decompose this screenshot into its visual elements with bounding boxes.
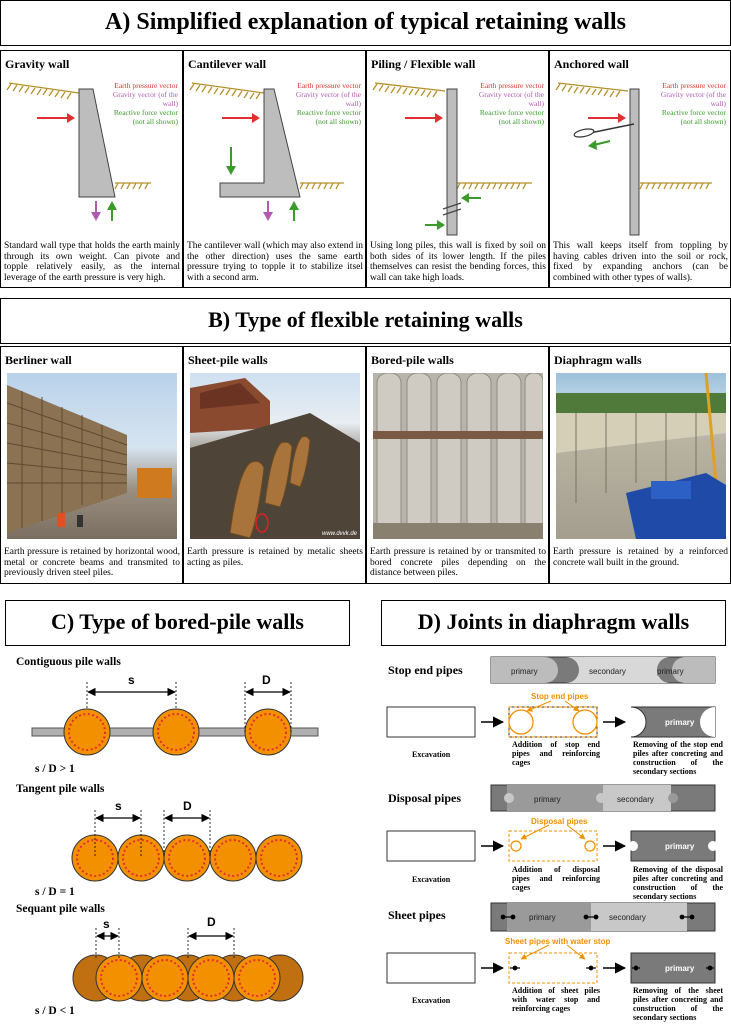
excavation-caption: Excavation [412, 750, 451, 759]
secondary-text: secondary [609, 913, 646, 922]
force-legend: Earth pressure vector Gravity vector (of the wall) Reactive force vector (not all shown) [478, 81, 544, 126]
secondary-text: secondary [589, 667, 626, 676]
earth-pressure-arrow [588, 113, 626, 123]
earth-pressure-arrow [222, 113, 260, 123]
anchor-body [573, 127, 594, 138]
contiguous-piles [32, 673, 318, 755]
anchored-wall-panel [549, 50, 731, 288]
berliner-wall-photo [7, 373, 177, 539]
gravity-wall-shape [79, 89, 115, 197]
force-legend: Earth pressure vector Gravity vector (of the wall) Reactive force vector (not all shown) [112, 81, 178, 126]
panel-title: Bored-pile walls [371, 353, 454, 367]
addition-caption: Addition of stop end pipes and reinforcing cages [512, 740, 600, 767]
sheet-strip [491, 903, 715, 931]
gravity-wall-diagram [1, 51, 184, 241]
primary-text: primary [665, 964, 695, 973]
sheet-pile-panel [183, 346, 366, 584]
cantilever-wall-panel [183, 50, 366, 288]
pile-walls-diagram [0, 620, 360, 1020]
panel-title: Diaphragm walls [554, 353, 642, 367]
stop-end-label: Stop end pipes [388, 663, 463, 677]
tangent-ratio: s / D = 1 [35, 886, 75, 898]
tangent-piles [72, 799, 302, 881]
earth-pressure-arrow [37, 113, 75, 123]
s-label: s [115, 799, 122, 813]
section-c-title: C) Type of bored-pile walls [50, 609, 304, 634]
section-d-header [381, 600, 726, 646]
bored-pile-panel [366, 346, 549, 584]
cantilever-wall-shape [220, 89, 300, 197]
addition-box [509, 831, 597, 861]
sheet-pile-photo [190, 373, 360, 539]
primary-text: primary [534, 795, 561, 804]
diaphragm-panel [549, 346, 731, 584]
reactive-arrow-top [461, 193, 481, 203]
panel-title: Sheet-pile walls [188, 353, 268, 367]
callout-text: Disposal pipes [531, 817, 588, 826]
section-b-header [0, 298, 731, 344]
force-legend: Earth pressure vector Gravity vector (of the wall) Reactive force vector (not all shown) [295, 81, 361, 126]
excavation-caption: Excavation [412, 996, 451, 1005]
excavation-box [387, 831, 475, 861]
gravity-arrow [91, 201, 101, 221]
reactive-arrow-bottom [425, 220, 445, 230]
d-label: D [262, 673, 271, 687]
addition-caption: Addition of sheet piles with water stop and reinforcing cages [512, 986, 600, 1013]
gravity-wall-panel [0, 50, 183, 288]
bored-pile-photo [373, 373, 543, 539]
reactive-arrow [588, 140, 610, 150]
wall-shape [630, 89, 639, 235]
primary-text: primary [511, 667, 538, 676]
earth-pressure-arrow [405, 113, 443, 123]
sequant-ratio: s / D < 1 [35, 1005, 75, 1017]
anchored-wall-diagram [550, 51, 731, 241]
d-label: D [183, 799, 192, 813]
force-legend: Earth pressure vector Gravity vector (of the wall) Reactive force vector (not all shown) [660, 81, 726, 126]
primary-text: primary [529, 913, 556, 922]
s-label: s [103, 917, 110, 931]
primary-text: primary [665, 718, 695, 727]
contiguous-ratio: s / D > 1 [35, 763, 75, 775]
section-a-header [0, 0, 731, 46]
panel-description: Earth pressure is retained by or transmited to bored concrete piles depending on the distance between piles. [370, 547, 546, 578]
excavation-caption: Excavation [412, 875, 451, 884]
panel-description: The cantilever wall (which may also extend in the other direction) uses the same earth pressure trying to topple it to stabilize itsel with a second arm. [187, 241, 363, 283]
panel-title: Berliner wall [5, 353, 72, 367]
panel-description: This wall keeps itself from toppling by having cables driven into the soil or rock, fixed by expanding anchors (can be combined with other types of walls). [553, 241, 728, 283]
panel-title: Gravity wall [5, 57, 70, 71]
addition-box [509, 707, 597, 737]
callout-text: Stop end pipes [531, 692, 589, 701]
piling-wall-panel [366, 50, 549, 288]
excavation-box [387, 707, 475, 737]
reactive-arrow [289, 201, 299, 221]
sheet-label: Sheet pipes [388, 908, 446, 922]
sequant-piles [73, 915, 303, 1001]
section-d-title: D) Joints in diaphragm walls [417, 609, 690, 634]
primary-text: primary [657, 667, 684, 676]
removing-caption: Removing of the stop end piles after concreting and construction of the secondary sections [633, 740, 723, 776]
reactive-arrow [107, 201, 117, 221]
section-a-title: A) Simplified explanation of typical retaining walls [105, 9, 626, 35]
piling-wall-diagram [367, 51, 550, 241]
berliner-wall-panel [0, 346, 183, 584]
joints-diagram [381, 645, 731, 1025]
tangent-label: Tangent pile walls [16, 783, 105, 795]
watermark-text: www.dvvk.de [322, 531, 358, 537]
primary-text: primary [665, 842, 695, 851]
callout-text: Sheet pipes with water stop [505, 937, 611, 946]
contiguous-label: Contiguous pile walls [16, 656, 121, 668]
disposal-strip [491, 785, 715, 811]
panel-title: Piling / Flexible wall [371, 57, 476, 71]
section-b-title: B) Type of flexible retaining walls [208, 307, 523, 332]
disposal-label: Disposal pipes [388, 791, 462, 805]
secondary-text: secondary [617, 795, 654, 804]
soil-weight-arrow [226, 147, 236, 175]
panel-description: Using long piles, this wall is fixed by soil on both sides of its lower length. If the piles themselves can resist the bending forces, this wall can take high loads. [370, 241, 546, 283]
sequant-label: Sequant pile walls [16, 903, 105, 915]
gravity-arrow [263, 201, 273, 221]
panel-description: Earth pressure is retained by a reinforced concrete wall built in the ground. [553, 547, 728, 568]
cantilever-wall-diagram [184, 51, 367, 241]
removing-caption: Removing of the disposal piles after concreting and construction of the secondary sections [633, 865, 723, 901]
panel-description: Earth pressure is retained by metalic sheets acting as piles. [187, 547, 363, 568]
addition-caption: Addition of disposal pipes and reinforcing cages [512, 865, 600, 892]
panel-description: Standard wall type that holds the earth mainly through its own weight. Can pivote and topple relatively easily, as the internal leverage of the earth pressure is very high. [4, 241, 180, 283]
removing-caption: Removing of the sheet piles after concreting and construction of the secondary sections [633, 986, 723, 1022]
d-label: D [207, 915, 216, 929]
panel-title: Anchored wall [554, 57, 629, 71]
panel-title: Cantilever wall [188, 57, 267, 71]
s-label: s [128, 673, 135, 687]
panel-description: Earth pressure is retained by horizontal wood, metal or concrete beams and transmited to previously driven steel piles. [4, 547, 180, 578]
excavation-box [387, 953, 475, 983]
diaphragm-photo [556, 373, 726, 539]
